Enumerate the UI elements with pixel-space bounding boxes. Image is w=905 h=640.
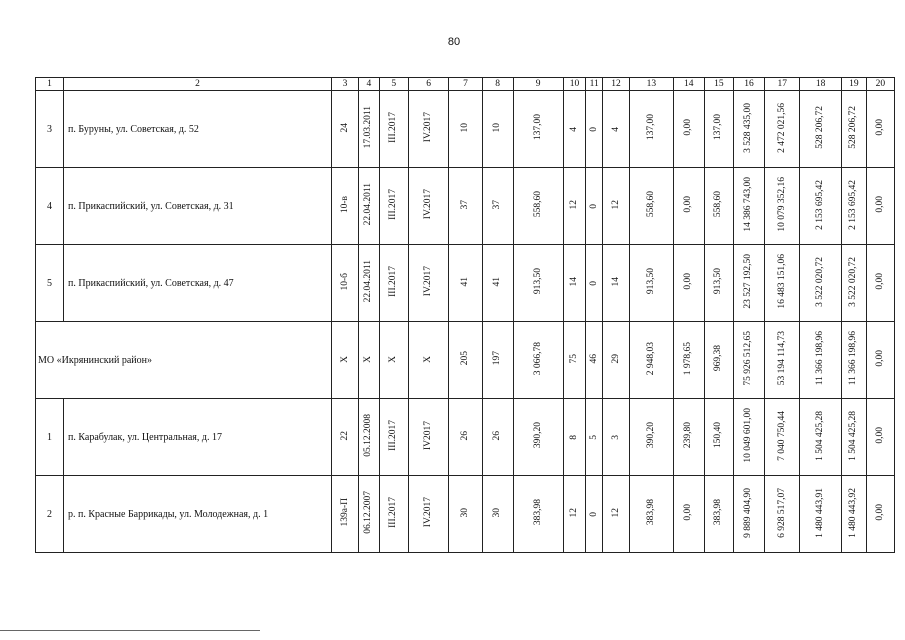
value-cell [408, 168, 449, 245]
cell-text: 8 [569, 434, 579, 440]
cell-text: 383,98 [713, 499, 724, 526]
value-cell [866, 322, 894, 399]
cell-text: 0,00 [683, 119, 694, 136]
cell-text: 75 926 512,65 [743, 331, 754, 386]
cell-text: 06.12.2007 [363, 491, 374, 534]
cell-text: 0,00 [874, 504, 885, 521]
district-name-cell: МО «Икрянинский район» [36, 322, 332, 399]
cell-text: 0 [588, 280, 599, 286]
value-cell [332, 322, 359, 399]
value-cell [379, 399, 408, 476]
value-cell [733, 476, 764, 553]
value-cell [449, 399, 482, 476]
address-cell: п. Карабулак, ул. Центральная, д. 17 [64, 399, 332, 476]
cell-text: III.2017 [388, 112, 399, 143]
cell-text: 0,00 [874, 273, 885, 290]
value-cell [359, 322, 380, 399]
column-number-cell: 4 [359, 78, 380, 91]
value-cell [513, 245, 563, 322]
value-cell [800, 399, 842, 476]
value-cell [408, 322, 449, 399]
value-cell [449, 245, 482, 322]
column-number-cell: 9 [513, 78, 563, 91]
cell-text: 558,60 [713, 191, 724, 218]
cell-text: 3 [610, 434, 621, 440]
cell-text: 14 386 743,00 [743, 177, 754, 232]
value-cell [563, 399, 586, 476]
cell-text: 390,20 [532, 422, 543, 449]
table-body [36, 78, 895, 553]
cell-text: 0,00 [874, 119, 885, 136]
cell-text: 150,40 [713, 422, 724, 449]
table-row [36, 476, 895, 553]
value-cell [586, 91, 603, 168]
cell-text: III.2017 [388, 497, 399, 528]
cell-text: 0,00 [683, 504, 694, 521]
cell-text: 37 [459, 199, 470, 210]
value-cell [449, 476, 482, 553]
cell-text: 11 366 198,96 [815, 331, 826, 386]
value-cell [800, 245, 842, 322]
value-cell [379, 91, 408, 168]
value-cell [563, 168, 586, 245]
cell-text: 10 [492, 122, 503, 133]
value-cell [359, 245, 380, 322]
value-cell [733, 245, 764, 322]
cell-text: IV.2017 [423, 112, 434, 143]
cell-text: 528 206,72 [848, 106, 859, 149]
cell-text: 0,00 [874, 196, 885, 213]
value-cell [563, 91, 586, 168]
column-number-cell: 12 [603, 78, 630, 91]
cell-text: 1 480 443,92 [848, 487, 859, 538]
value-cell [408, 399, 449, 476]
column-number-cell: 17 [765, 78, 800, 91]
row-number-cell: 3 [36, 91, 64, 168]
table-row [36, 91, 895, 168]
value-cell [408, 476, 449, 553]
value-cell [765, 322, 800, 399]
cell-text: 913,50 [645, 268, 656, 295]
address-cell: п. Прикаспийский, ул. Советская, д. 47 [64, 245, 332, 322]
address-cell: р. п. Красные Баррикады, ул. Молодежная, д. 1 [64, 476, 332, 553]
table-row [36, 245, 895, 322]
value-cell [586, 476, 603, 553]
cell-text: 137,00 [713, 114, 724, 141]
footer-rule [0, 630, 260, 631]
cell-text: 2 472 021,56 [776, 102, 787, 153]
value-cell [603, 168, 630, 245]
cell-text: 0 [588, 511, 599, 517]
cell-text: 10 049 601,00 [743, 408, 754, 463]
cell-text: 1 504 425,28 [815, 410, 826, 461]
value-cell [704, 322, 733, 399]
value-cell [800, 168, 842, 245]
value-cell [332, 91, 359, 168]
column-number-cell: 20 [866, 78, 894, 91]
value-cell [379, 322, 408, 399]
cell-text: 12 [610, 199, 621, 210]
cell-text: 913,50 [532, 268, 543, 295]
value-cell [866, 168, 894, 245]
cell-text: 2 153 695,42 [815, 179, 826, 230]
page-number: 80 [447, 36, 461, 48]
column-number-cell: 3 [332, 78, 359, 91]
value-cell [513, 399, 563, 476]
cell-text: III.2017 [388, 189, 399, 220]
value-cell [513, 168, 563, 245]
cell-text: X [423, 355, 434, 363]
value-cell [704, 91, 733, 168]
cell-text: 29 [610, 353, 621, 364]
cell-text: X [388, 355, 399, 363]
value-cell [800, 322, 842, 399]
value-cell [630, 168, 674, 245]
value-cell [563, 322, 586, 399]
cell-text: 22.04.2011 [363, 260, 374, 303]
value-cell [513, 322, 563, 399]
value-cell [841, 476, 866, 553]
cell-text: 137,00 [645, 114, 656, 141]
column-number-cell: 11 [586, 78, 603, 91]
cell-text: 9 889 404,90 [743, 487, 754, 538]
value-cell [765, 399, 800, 476]
table-row [36, 168, 895, 245]
value-cell [449, 168, 482, 245]
cell-text: 139а-П [339, 498, 350, 527]
cell-text: 0,00 [683, 273, 694, 290]
cell-text: 3 528 435,00 [743, 102, 754, 153]
column-number-cell: 10 [563, 78, 586, 91]
cell-text: 41 [459, 276, 470, 287]
cell-text: 0,00 [683, 196, 694, 213]
value-cell [841, 399, 866, 476]
cell-text: 10-в [339, 195, 350, 214]
value-cell [332, 476, 359, 553]
cell-text: 14 [569, 276, 579, 287]
column-number-cell: 14 [673, 78, 704, 91]
cell-text: 24 [339, 122, 350, 133]
value-cell [603, 245, 630, 322]
value-cell [765, 476, 800, 553]
cell-text: 17.03.2011 [363, 106, 374, 149]
value-cell [603, 322, 630, 399]
cell-text: 197 [492, 351, 503, 366]
cell-text: 2 153 695,42 [848, 179, 859, 230]
cell-text: 1 978,65 [683, 341, 694, 376]
row-number-cell: 2 [36, 476, 64, 553]
value-cell [630, 91, 674, 168]
value-cell [733, 168, 764, 245]
cell-text: 0 [588, 126, 599, 132]
cell-text: 4 [610, 126, 621, 132]
value-cell [866, 91, 894, 168]
value-cell [482, 245, 513, 322]
value-cell [866, 476, 894, 553]
value-cell [449, 322, 482, 399]
value-cell [765, 91, 800, 168]
value-cell [513, 476, 563, 553]
value-cell [586, 322, 603, 399]
column-number-cell: 19 [841, 78, 866, 91]
cell-text: 75 [569, 353, 579, 364]
value-cell [586, 399, 603, 476]
cell-text: 37 [492, 199, 503, 210]
value-cell [603, 476, 630, 553]
value-cell [630, 476, 674, 553]
cell-text: 16 483 151,06 [776, 254, 787, 309]
value-cell [449, 91, 482, 168]
column-number-cell: 13 [630, 78, 674, 91]
row-number-cell: 4 [36, 168, 64, 245]
value-cell [408, 91, 449, 168]
cell-text: X [339, 355, 350, 363]
value-cell [866, 245, 894, 322]
value-cell [765, 168, 800, 245]
cell-text: 3 522 020,72 [815, 256, 826, 307]
cell-text: 5 [588, 434, 599, 440]
cell-text: 1 480 443,91 [815, 487, 826, 538]
column-number-cell: 8 [482, 78, 513, 91]
district-total-row [36, 322, 895, 399]
cell-text: 558,60 [645, 191, 656, 218]
value-cell [673, 399, 704, 476]
value-cell [379, 245, 408, 322]
header-row [36, 78, 895, 91]
cell-text: 0,00 [874, 350, 885, 367]
row-number-cell: 5 [36, 245, 64, 322]
value-cell [586, 168, 603, 245]
cell-text: 1 504 425,28 [848, 410, 859, 461]
column-number-cell: 15 [704, 78, 733, 91]
cell-text: 05.12.2008 [363, 414, 374, 457]
cell-text: IV2017 [423, 420, 434, 451]
cell-text: 913,50 [713, 268, 724, 295]
column-number-cell: 5 [379, 78, 408, 91]
column-number-cell: 7 [449, 78, 482, 91]
value-cell [586, 245, 603, 322]
value-cell [482, 476, 513, 553]
value-cell [800, 91, 842, 168]
value-cell [841, 245, 866, 322]
cell-text: 30 [459, 507, 470, 518]
cell-text: 969,38 [713, 345, 724, 372]
value-cell [733, 322, 764, 399]
cell-text: III.2017 [388, 420, 399, 451]
value-cell [408, 245, 449, 322]
cell-text: 137,00 [532, 114, 543, 141]
cell-text: 53 194 114,73 [776, 331, 787, 386]
column-number-cell: 2 [64, 78, 332, 91]
value-cell [603, 399, 630, 476]
cell-text: 22 [339, 430, 350, 441]
cell-text: 10 [459, 122, 470, 133]
cell-text: 30 [492, 507, 503, 518]
value-cell [379, 476, 408, 553]
value-cell [673, 476, 704, 553]
value-cell [673, 322, 704, 399]
column-number-cell: 6 [408, 78, 449, 91]
cell-text: 14 [610, 276, 621, 287]
housing-program-table [35, 77, 895, 553]
value-cell [765, 245, 800, 322]
cell-text: 383,98 [645, 499, 656, 526]
column-number-cell: 1 [36, 78, 64, 91]
value-cell [359, 399, 380, 476]
value-cell [359, 91, 380, 168]
cell-text: 205 [459, 351, 470, 366]
value-cell [630, 322, 674, 399]
cell-text: 23 527 192,50 [743, 254, 754, 309]
value-cell [704, 476, 733, 553]
value-cell [841, 168, 866, 245]
value-cell [704, 245, 733, 322]
value-cell [733, 91, 764, 168]
cell-text: 0,00 [874, 427, 885, 444]
value-cell [379, 168, 408, 245]
column-number-cell: 18 [800, 78, 842, 91]
cell-text: X [363, 355, 374, 363]
cell-text: III.2017 [388, 266, 399, 297]
value-cell [332, 168, 359, 245]
cell-text: 46 [588, 353, 599, 364]
value-cell [359, 476, 380, 553]
cell-text: 528 206,72 [815, 106, 826, 149]
cell-text: 10 079 352,16 [776, 177, 787, 232]
cell-text: 7 040 750,44 [776, 410, 787, 461]
value-cell [673, 245, 704, 322]
value-cell [673, 91, 704, 168]
value-cell [704, 168, 733, 245]
value-cell [841, 322, 866, 399]
cell-text: 12 [569, 199, 579, 210]
value-cell [563, 245, 586, 322]
address-cell: п. Прикаспийский, ул. Советская, д. 31 [64, 168, 332, 245]
cell-text: 558,60 [532, 191, 543, 218]
row-number-cell: 1 [36, 399, 64, 476]
value-cell [704, 399, 733, 476]
cell-text: 22.04.2011 [363, 183, 374, 226]
cell-text: 11 366 198,96 [848, 331, 859, 386]
cell-text: 3 522 020,72 [848, 256, 859, 307]
value-cell [630, 399, 674, 476]
table-row [36, 399, 895, 476]
address-cell: п. Буруны, ул. Советская, д. 52 [64, 91, 332, 168]
value-cell [482, 399, 513, 476]
value-cell [866, 399, 894, 476]
cell-text: 4 [569, 126, 579, 132]
cell-text: 383,98 [532, 499, 543, 526]
column-number-cell: 16 [733, 78, 764, 91]
value-cell [482, 91, 513, 168]
cell-text: 0 [588, 203, 599, 209]
cell-text: 41 [492, 276, 503, 287]
cell-text: 239,80 [683, 422, 694, 449]
cell-text: IV.2017 [423, 497, 434, 528]
cell-text: 2 948,03 [645, 341, 656, 376]
value-cell [332, 245, 359, 322]
cell-text: 390,20 [645, 422, 656, 449]
cell-text: 26 [492, 430, 503, 441]
cell-text: 3 066,78 [532, 341, 543, 376]
cell-text: 12 [610, 507, 621, 518]
cell-text: IV.2017 [423, 266, 434, 297]
value-cell [482, 322, 513, 399]
value-cell [482, 168, 513, 245]
value-cell [800, 476, 842, 553]
cell-text: IV.2017 [423, 189, 434, 220]
value-cell [841, 91, 866, 168]
value-cell [563, 476, 586, 553]
value-cell [603, 91, 630, 168]
value-cell [359, 168, 380, 245]
value-cell [332, 399, 359, 476]
cell-text: 26 [459, 430, 470, 441]
value-cell [513, 91, 563, 168]
cell-text: 12 [569, 507, 579, 518]
value-cell [673, 168, 704, 245]
cell-text: 10-б [339, 272, 350, 291]
cell-text: 6 928 517,07 [776, 487, 787, 538]
value-cell [733, 399, 764, 476]
value-cell [630, 245, 674, 322]
